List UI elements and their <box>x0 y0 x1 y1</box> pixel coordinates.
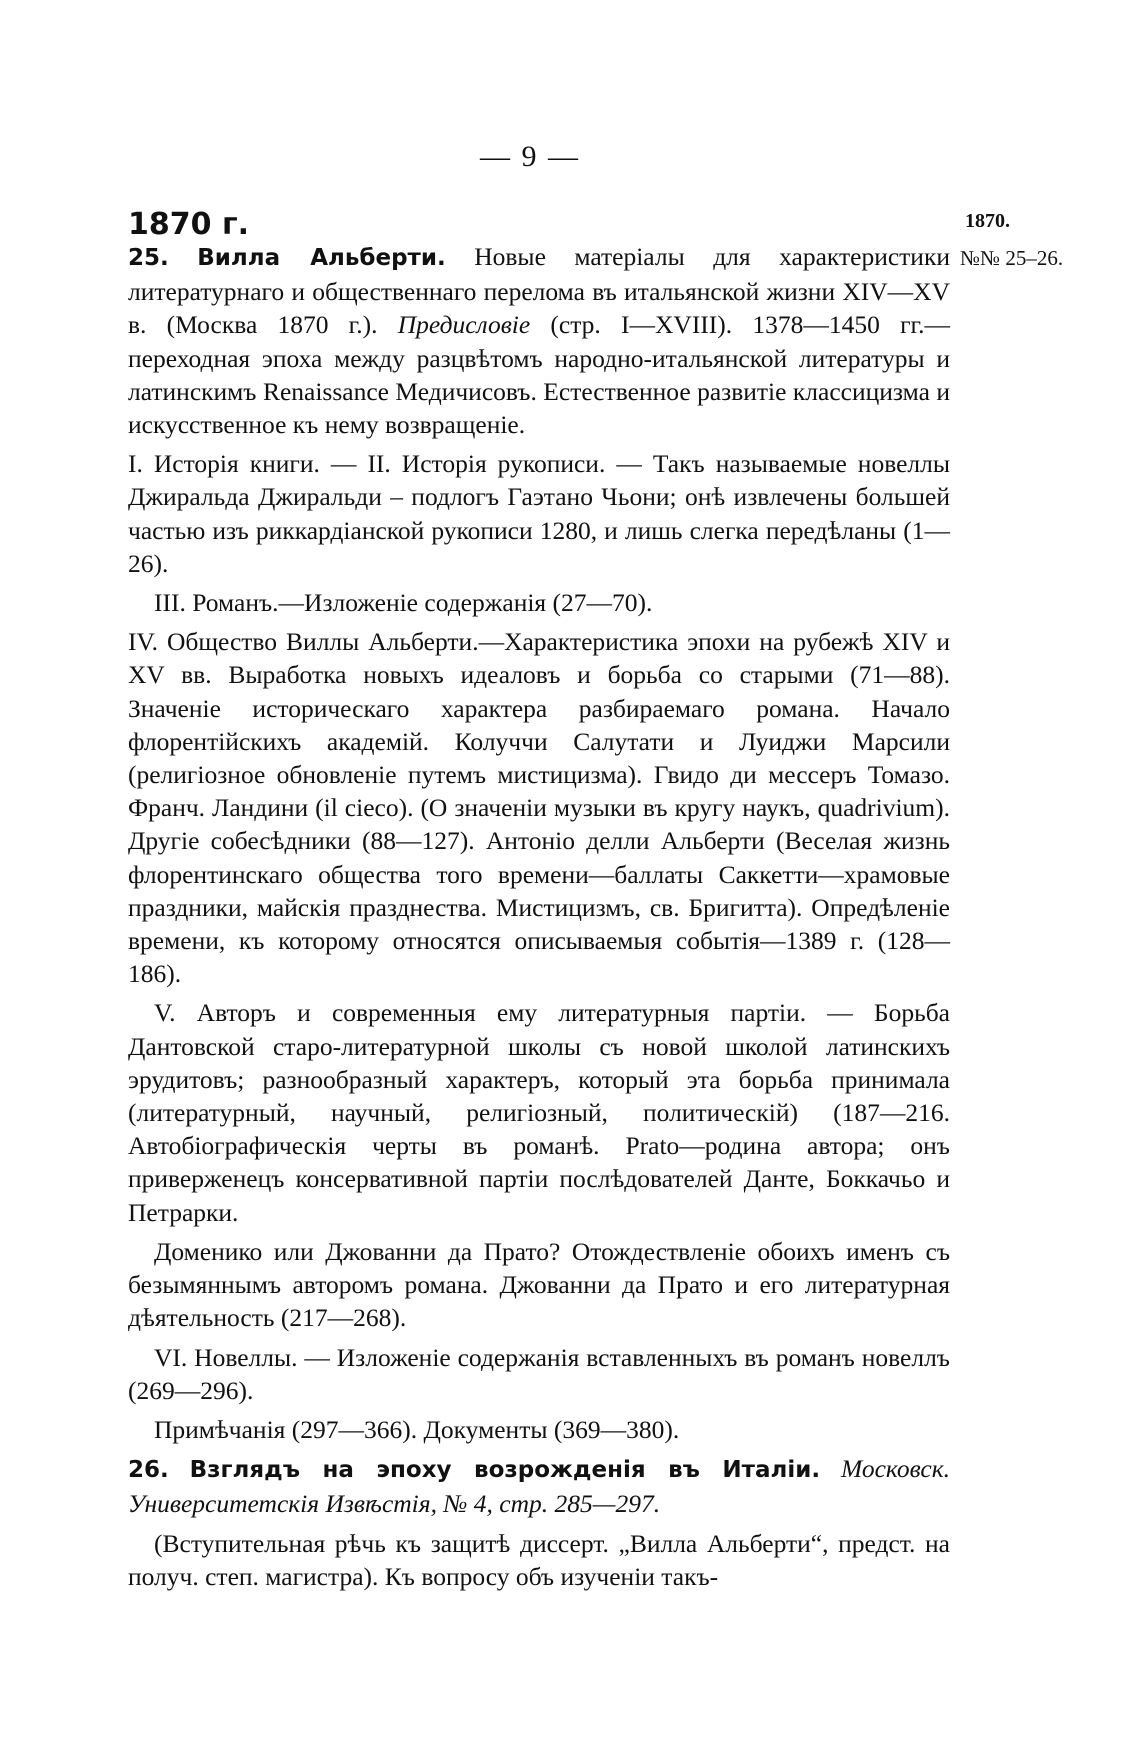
entry-26-title: Взглядъ на эпоху возрожденія въ Италіи. <box>189 1457 821 1484</box>
section-paragraph: III. Романъ.—Изложеніе содержанія (27—70). <box>154 588 653 618</box>
entry-26-source: Московск. Университетскія Извѣстія, № 4, стр. 285—297. <box>128 1454 950 1519</box>
margin-entry-numbers: №№ 25–26. <box>960 246 1064 270</box>
header-year-right: 1870. <box>965 210 1010 232</box>
entry-25-description-continued: (стр. I—XVIII). 1378—1450 гг.—переходная эпоха между разцвѣтомъ народно-итальянской литературы и латинскимъ Renaissance Медичисовъ. Естественное развитіе классицизма и искусственное къ нему возвращеніе. <box>128 310 950 440</box>
section-paragraph: I. Исторія книги. — II. Исторія рукописи. — Такъ называемые новеллы Джиральда Джиральди – подлогъ Гаэтано Чьони; онѣ извлечены большей частью изъ риккардіанской рукописи 1280, и лишь слегка передѣланы (1—26). <box>128 449 950 578</box>
header-year-left: 1870 г. <box>128 207 250 242</box>
entry-26 <box>128 1452 950 1520</box>
entry-25-description: Новые матеріалы для характеристики литературнаго и общественнаго перелома въ итальянской жизни XIV—XV в. (Москва 1870 г.). <box>128 242 950 340</box>
section-paragraph: Доменико или Джованни да Прато? Отождествленіе обоихъ именъ съ безымяннымъ авторомъ романа. Джованни да Прато и его литературная дѣятельность (217—268). <box>128 1236 950 1333</box>
section-paragraph: IV. Общество Виллы Альберти.—Характеристика эпохи на рубежѣ XIV и XV вв. Выработка новыхъ идеаловъ и борьба со старыми (71—88). Значеніе историческаго характера разбираемаго романа. Начало флорентійскихъ академій. Колуччи Салутати и Луиджи Марсили (религіозное обновленіе путемъ мистицизма). Гвидо ди мессеръ Томазо. Франч. Ландини (il cieco). (О значеніи музыки въ кругу наукъ, quadrivium). Другіе собесѣдники (88—127). Антоніо делли Альберти (Веселая жизнь флорентинскаго общества того времени—баллаты Саккетти—храмовые праздники, майскія празднества. Мистицизмъ, св. Бригитта). Опредѣленіе времени, къ которому относятся описываемыя событія—1389 г. (128—186). <box>128 627 950 989</box>
entry-26-note: (Вступительная рѣчь къ защитѣ диссерт. „Вилла Альберти“, предст. на получ. степ. магистра). Къ вопросу объ изученіи такъ- <box>128 1528 950 1591</box>
entry-25-number: 25. <box>128 245 169 271</box>
bibliography-body <box>128 240 950 1599</box>
entry-25-title: Вилла Альберти. <box>197 245 446 271</box>
section-paragraph: Примѣчанія (297—366). Документы (369—380). <box>154 1414 680 1444</box>
section-paragraph: V. Авторъ и современныя ему литературныя партіи. — Борьба Дантовской старо-литературной школы съ новой школой латинскихъ эрудитовъ; разнообразный характеръ, который эта борьба принимала (литературный, научный, религіозный, политическій) (187—216. Автобіографическія черты въ романѣ. Prato—родина автора; онъ приверженецъ консервативной партіи послѣдователей Данте, Боккачьо и Петрарки. <box>128 998 950 1227</box>
entry-25 <box>128 240 950 441</box>
entry-26-number: 26. <box>128 1457 169 1484</box>
section-paragraph: VI. Новеллы. — Изложеніе содержанія вставленныхъ въ романъ новеллъ (269—296). <box>128 1342 950 1405</box>
entry-25-preface-label: Предисловіе <box>397 310 531 340</box>
page-number: — 9 — <box>480 140 580 173</box>
